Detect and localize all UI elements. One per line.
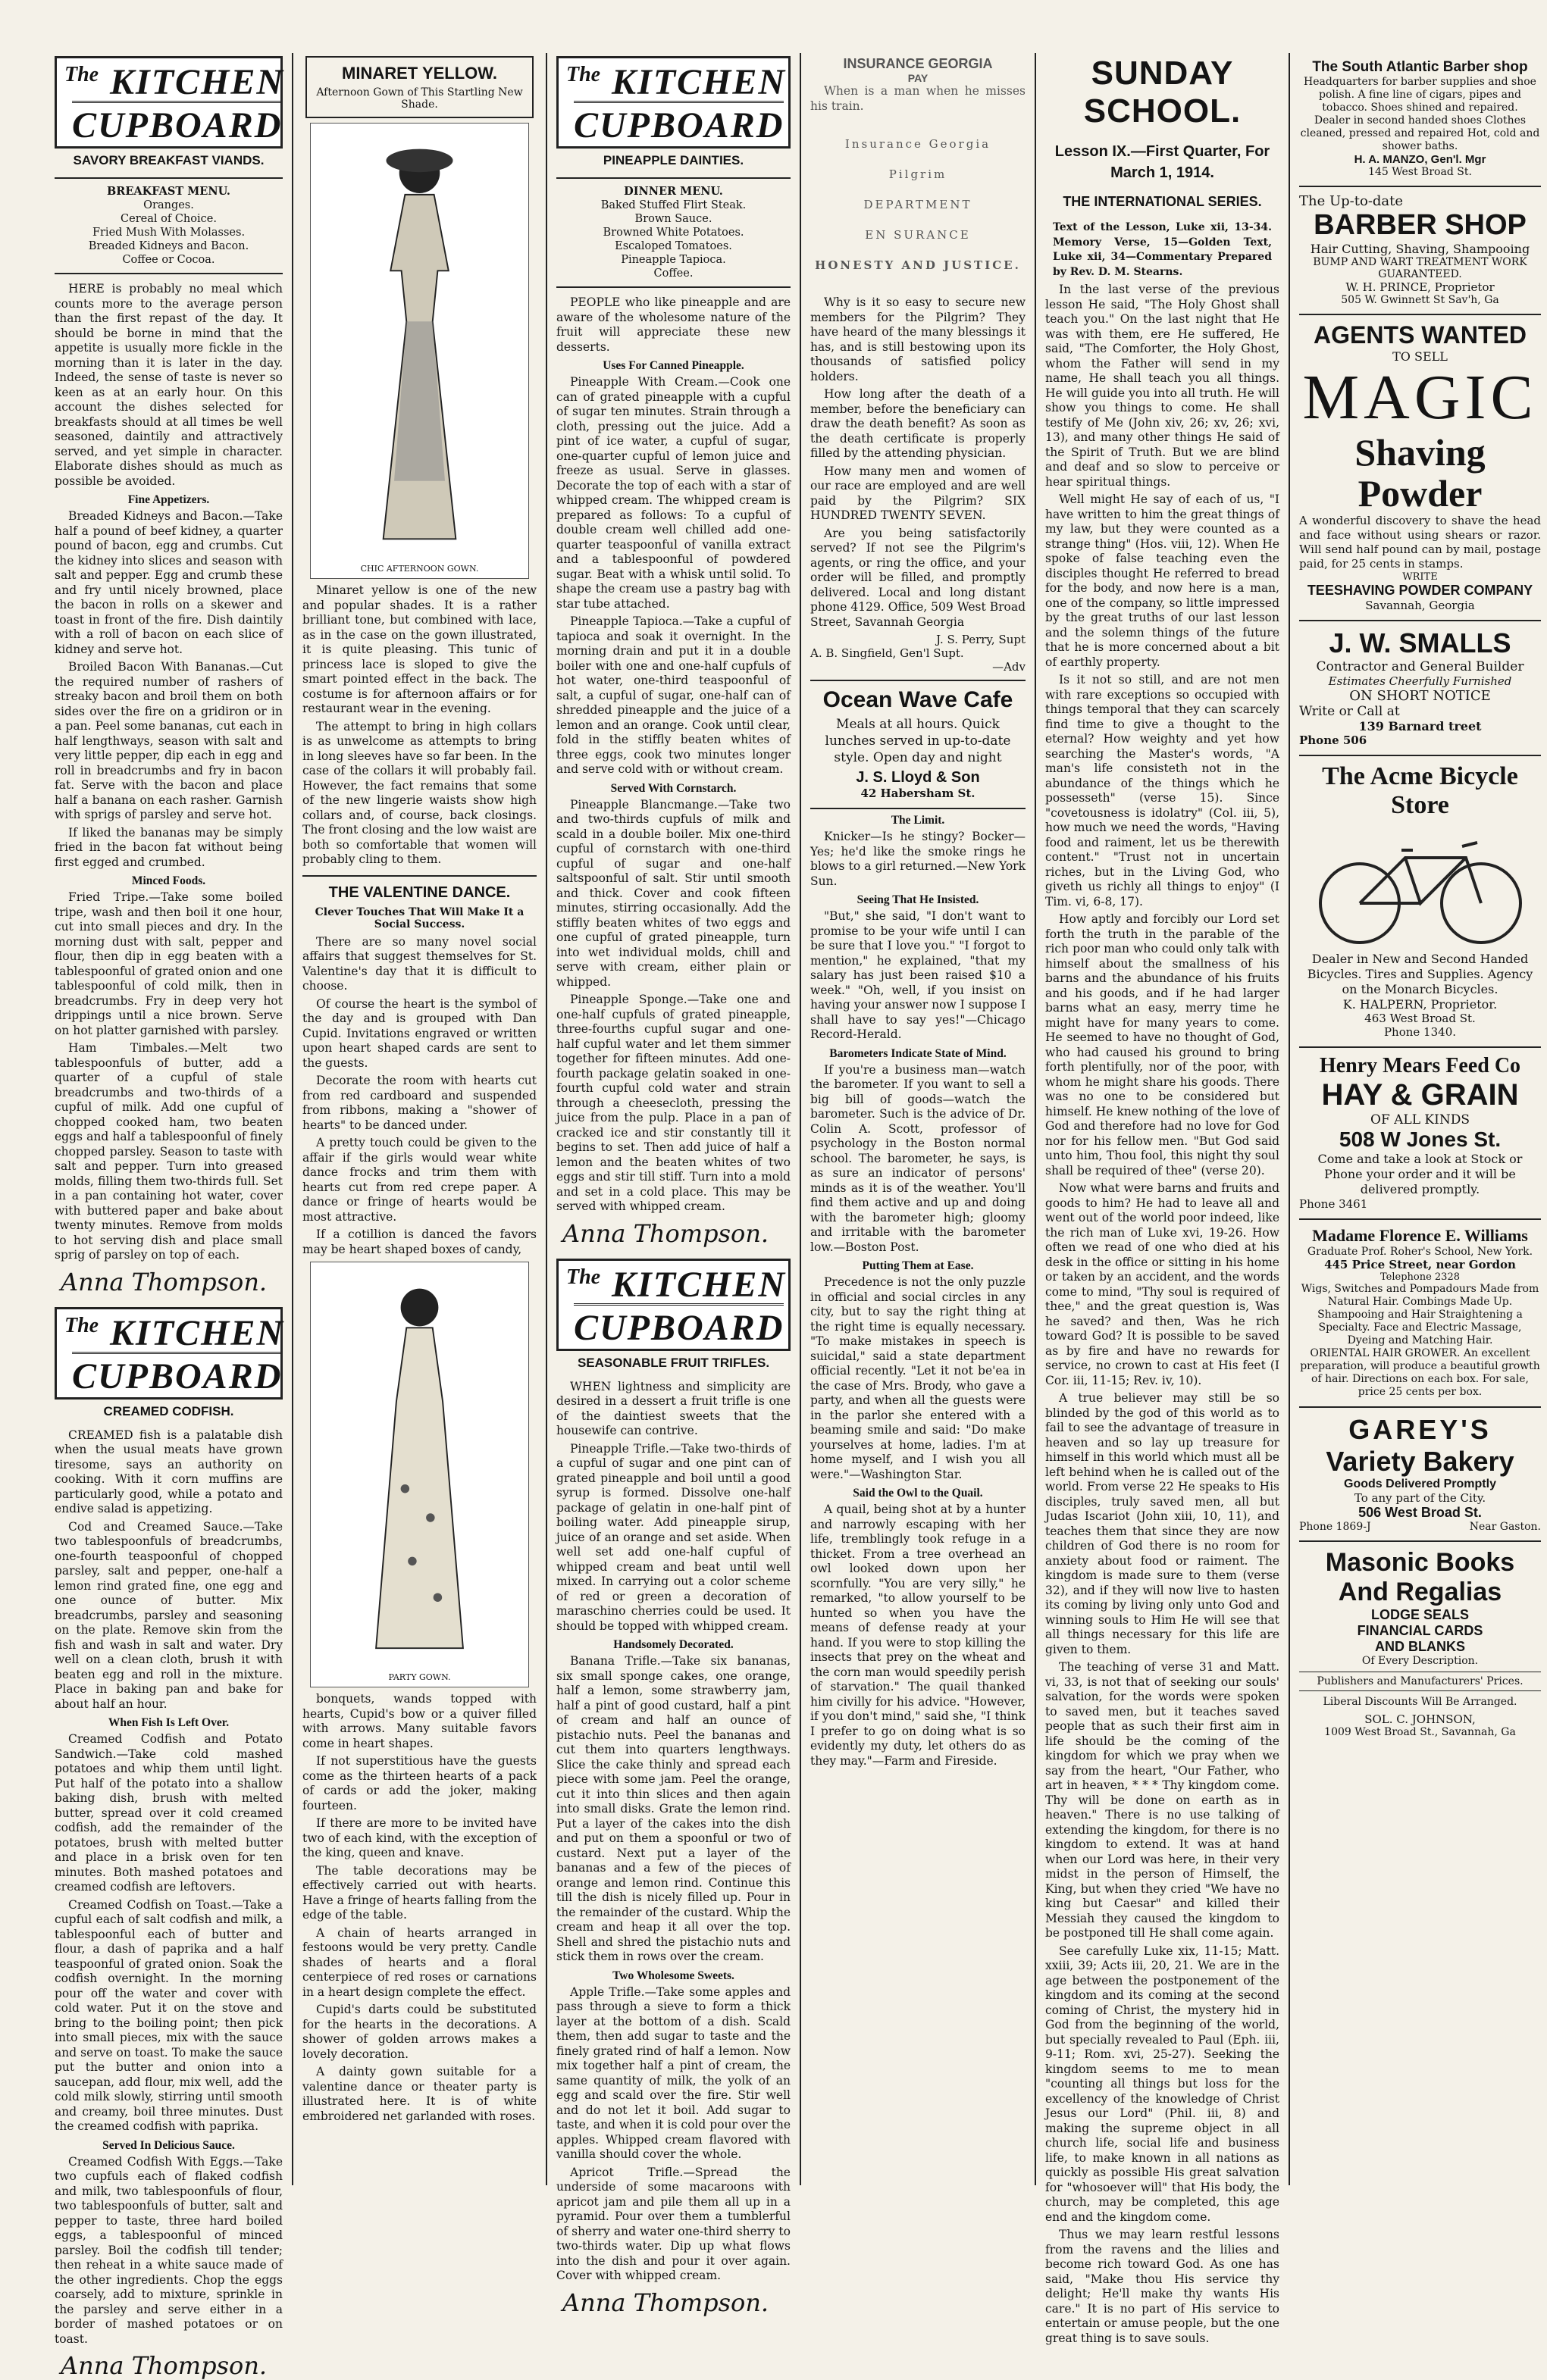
ad-owner: W. H. PRINCE, Proprietor (1345, 280, 1495, 294)
faded-line: EN SURANCE (865, 228, 971, 242)
cafe-ad (810, 680, 1026, 809)
ad-text: Goods Delivered Promptly (1344, 1478, 1496, 1490)
figure-caption: PARTY GOWN. (388, 1672, 451, 1682)
barber-shop-ad (1299, 53, 1541, 187)
paragraph: The teaching of verse 31 and Matt. vi, 33, is not that of seeking our souls' salvation, for the words were spoken to saved men, but it teaches saved people that as such their first aim in life should be the coming of the kingdom for which we pray when we say from the heart, "Our Father, who art in heaven, * * * Thy kingdom come. Thy will be done on earth as in heaven." There is no use talking of extending the kingdom, for there is no kingdom to extend. It was at hand when our Lord was here, in their very midst in the person of Himself, the King, but when they cried "We have no king but Caesar" and killed their Messiah they caused the kingdom to be postponed till He shall come again. (1045, 1660, 1279, 1940)
ad-text: Contractor and General Builder (1316, 659, 1524, 674)
ad-address: Savannah, Georgia (1365, 599, 1475, 612)
bicycle-icon (1307, 820, 1534, 949)
ad-text: Dealer in second handed shoes Clothes cleaned, pressed and repaired Hot, cold and shower baths. (1300, 114, 1540, 152)
ad-text: A wonderful discovery to shave the head and face without using shears or razor. Will send half pound can by mail, postage paid, for 25 cents in stamps. (1299, 514, 1541, 571)
paragraph: HERE is probably no meal which counts more to the average person than the first repast of the day. It should be borne in mind that the appetite is usually more fickle in the morning than it is later in the day. Indeed, the sense of taste is never so keen as at an early hour. On this account the dishes selected for breakfasts should at all times be well seasoned, daintily and attractively served, and yet simple in character. Elaborate dishes should as much as possible be avoided. (55, 282, 283, 488)
paragraph: In the last verse of the previous lesson He said, "The Holy Ghost shall teach you." On the last night that He was with them, ere He suffered, He said, "The Comforter, the Holy Ghost, whom the Father will send in my name, He shall teach you all things. He will guide you into all truth. He will show you things to come. He shall testify of Me (John xiv, 26; xv, 26; xvi, 13), and many other things He said of the Spirit of Truth. But we are blind and deaf and so slow to perceive or hear spiritual things. (1045, 283, 1279, 489)
menu-item: Oranges. (143, 199, 194, 211)
paragraph: Creamed Codfish and Potato Sandwich.—Take cold mashed potatoes and whip them until light. Put half of the potato into a shallow baking dish, brush with melted butter, spread over it cold creamed codfish, add the remainder of the potatoes, brush with melted butter and place in a brisk oven for ten minutes. Both mashed potatoes and creamed codfish are leftovers. (55, 1732, 283, 1894)
breakfast-menu (55, 177, 283, 274)
subheading: Uses For Canned Pineapple. (603, 359, 744, 372)
paragraph: Breaded Kidneys and Bacon.—Take half a pound of beef kidney, a quarter pound of bacon, egg and crumbs. Cut the kidney into slices and season with salt and pepper. Egg and crumb these and fry until nicely browned, place the bacon in rolls on a skewer and toast in front of the fire. Dish daintily with a roll of bacon on each slice of kidney and serve hot. (55, 509, 283, 656)
subheading: Fine Appetizers. (127, 493, 210, 506)
ad-address: 463 West Broad St. (1364, 1012, 1476, 1025)
paragraph: Fried Tripe.—Take some boiled tripe, wash and then boil it one hour, cut into small pieces and dry. In the morning dust with salt, pepper and flour, then dip in egg beaten with a tablespoonful of grated onion and one tablespoonful of cold milk, then in breadcrumbs. Fry in deep very hot drippings until a nice brown. Serve on hot platter garnished with parsley. (55, 890, 283, 1037)
ad-phone: Phone 3461 (1299, 1197, 1368, 1211)
figure-caption: CHIC AFTERNOON GOWN. (360, 564, 479, 574)
faded-subheadline: PAY (907, 72, 929, 84)
paragraph: How long after the death of a member, before the beneficiary can draw the death benefit? As soon as the death certificate is properly filled by the attending physician. (810, 387, 1026, 460)
masthead-cupboard: CUPBOARD (574, 1303, 784, 1349)
paragraph: There are so many novel social affairs that suggest themselves for St. Valentine's day that it is difficult to choose. (302, 934, 537, 993)
ad-text: Hair Cutting, Shaving, Shampooing (1310, 242, 1530, 256)
masthead-cupboard: CUPBOARD (72, 1352, 282, 1397)
ad-footer (1299, 1521, 1541, 1533)
paragraph: WHEN lightness and simplicity are desired in a dessert a fruit trifle is one of the daintiest sweets that the housewife can contrive. (556, 1379, 791, 1437)
article-title: THE VALENTINE DANCE. (328, 884, 511, 901)
paragraph: PEOPLE who like pineapple and are aware of the wholesome nature of the fruit will appreciate these new desserts. (556, 296, 791, 354)
ad-text: Near Gaston. (1469, 1521, 1541, 1533)
faded-block (810, 129, 1026, 280)
column-6-ads (1290, 53, 1547, 2185)
paragraph: If you're a business man—watch the barometer. If you want to sell a big bill of goods—watch the barometer. Such is the advice of Dr. Colin A. Scott, professor of psychology in the Boston normal school. The barometer, he says, is as sure an indicator of persons' minds as it is of the weather. You'll find them active and up and doing with the barometer high; gloomy and irritable with the barometer low.—Boston Post. (810, 1062, 1026, 1254)
kitchen-cupboard-masthead (556, 56, 791, 149)
ad-text: Estimates Cheerfully Furnished (1328, 674, 1512, 688)
ad-phone: Phone 1340. (1383, 1025, 1457, 1039)
ad-text: Come and take a look at Stock or Phone your order and it will be delivered promptly. (1317, 1152, 1523, 1196)
paragraph: Pineapple Blancmange.—Take two and two-thirds cupfuls of milk and scald in a double boiler. Mix one-third cupful of cornstarch with one-third cupful of sugar and one-half saltspoonful of salt. Stir until smooth and thick. Cover and cook fifteen minutes, stirring occasionally. Add the stiffly beaten whites of two eggs and one cupful of grated pineapple, turn into wet individual molds, chill and serve with cream, either plain or whipped. (556, 797, 791, 989)
article-title: CREAMED CODFISH. (103, 1403, 234, 1418)
faded-line: HONESTY AND JUSTICE. (815, 258, 1021, 272)
faded-line: Insurance Georgia (844, 137, 991, 151)
ad-owner: SOL. C. JOHNSON, (1364, 1712, 1476, 1726)
paragraph: Creamed Codfish With Eggs.—Take two cupfuls each of flaked codfish and milk, two tablespoonfuls of flour, two tablespoonfuls of butter, salt and pepper to taste, three hard boiled eggs, a tablespoonful of minced parsley. Boil the codfish till tender; then reheat in a white sauce made of the other ingredients. Chop the eggs coarsely, add to mixture, sprinkle in the parsley and serve either in a border of mashed potatoes or on toast. (55, 2154, 283, 2346)
ad-text: WRITE (1402, 571, 1438, 583)
ad-text: Publishers and Manufacturers' Prices. (1299, 1672, 1541, 1691)
ad-address: 445 Price Street, near Gordon (1324, 1258, 1516, 1271)
paragraph: If liked the bananas may be simply fried in the bacon fat without being first egged and crumbed. (55, 825, 283, 869)
lesson-info: Text of the Lesson, Luke xii, 13-34. Memory Verse, 15—Golden Text, Luke xii, 34—Commentary Prepared by Rev. D. M. Stearns. (1053, 221, 1272, 278)
ad-address: 145 West Broad St. (1368, 166, 1472, 178)
paragraph: CREAMED fish is a palatable dish when the usual meats have grown tiresome, says an authority on cooking. With it corn muffins are particularly good, while a potato and endive salad is appetizing. (55, 1428, 283, 1515)
ad-text: Dealer in New and Second Handed Bicycles. Tires and Supplies. Agency on the Monarch Bicycles. (1307, 952, 1533, 996)
cafe-text: Meals at all hours. Quick lunches served in up-to-date style. Open day and night (825, 717, 1011, 765)
signatory: A. B. Singfield, Gen'l Supt. (810, 646, 964, 660)
ad-text: OF ALL KINDS (1370, 1112, 1470, 1127)
masthead-the: The (64, 1313, 99, 1337)
subheading: Served With Cornstarch. (610, 781, 737, 795)
ad-address: 505 W. Gwinnett St Sav'h, Ga (1341, 294, 1499, 306)
ad-title: The Acme Bicycle Store (1322, 762, 1518, 819)
ad-company: TEESHAVING POWDER COMPANY (1307, 583, 1533, 598)
paragraph: See carefully Luke xix, 11-15; Matt. xxiii, 39; Acts iii, 20, 21. We are in the age between the postponement of the kingdom and its coming at the second coming of Christ, the mystery hid in God from the beginning of the world, but specially revealed to Paul (Eph. iii, 9-11; Rom. xvi, 25-27). Seeking the kingdom seems to me to mean "counting all things but loss for the excellency of the knowledge of Christ Jesus our Lord" (Phil. iii, 8) and making the supreme object in all church life, social life and business life, to make known in all nations as quickly as possible His great salvation for "whosoever will" that His body, the church, may be completed, this age end and the kingdom come. (1045, 1944, 1279, 2224)
ad-title: Variety Bakery (1326, 1446, 1514, 1477)
faded-line: Pilgrim (888, 167, 947, 181)
menu-item: Browned White Potatoes. (603, 227, 744, 239)
paragraph: Pineapple Trifle.—Take two-thirds of a cupful of sugar and one pint can of grated pineapple and boil until a good syrup is formed. Dissolve one-half package of gelatin in one-half pint of boiling water. Add pineapple sirup, juice of an orange and set aside. When well set add one-half cupful of whipped cream and beat until well mixed. In carrying out a color scheme of red or green a decoration of maraschino cherries could be used. It should be topped with whipped cream. (556, 1441, 791, 1633)
paragraph: Banana Trifle.—Take six bananas, six small sponge cakes, one orange, half a lemon, some strawberry jam, half a pint of good custard, half a pint of cream and half an ounce of pistachio nuts. Peel the bananas and cut them into quarters lengthways. Slice the cake thinly and spread each piece with some jam. Peel the orange, cut it into thin slices and then again into small disks. Grate the lemon rind. Put a layer of the cakes into the dish and put on them a spoonful or two of custard. Next put a layer of the bananas and a few of the pieces of orange and lemon rind. Continue this till the dish is nicely filled up. Pour in the remainder of the custard. Whip the cream and heap it all over the top. Shell and shred the pistachio nuts and stick them in rows over the cream. (556, 1654, 791, 1963)
ad-text: FINANCIAL CARDS (1357, 1623, 1483, 1638)
article-title: SEASONABLE FRUIT TRIFLES. (577, 1355, 770, 1370)
masthead-kitchen: KITCHEN (110, 1312, 285, 1353)
paragraph: A pretty touch could be given to the affair if the girls would wear white dance frocks and trim them with hearts cut from red crepe paper. A dance or fringe of hearts would be most attractive. (302, 1136, 537, 1224)
subheading: The Limit. (891, 814, 945, 827)
paragraph: Well might He say of each of us, "I have written to him the great things of my law, but they were counted as a strange thing" (Hos. viii, 12). When He spoke of false teaching even the disciples thought He referred to bread for the body, and now here is a man, one of the company, so little impressed by the great truths of our last lesson and the solemn things of the future that he is more concerned about a bit of earthly property. (1045, 493, 1279, 669)
smalls-builder-ad (1299, 621, 1541, 756)
cafe-owner: J. S. Lloyd & Son (856, 769, 980, 786)
faded-headline: INSURANCE GEORGIA (843, 56, 993, 71)
paragraph: Why is it so easy to secure new members for the Pilgrim? They have heard of the many blessings it has, and is still bestowing upon its thousands of satisfied policy holders. (810, 296, 1026, 383)
paragraph: If a cotillion is danced the favors may be heart shaped boxes of candy, (302, 1228, 537, 1256)
subheading: Seeing That He Insisted. (856, 893, 979, 906)
ad-phone: Phone 506 (1299, 733, 1367, 747)
kitchen-cupboard-masthead (55, 1307, 283, 1400)
garey-bakery-ad (1299, 1408, 1541, 1542)
article-header-box (305, 56, 534, 118)
ad-title: J. W. SMALLS (1329, 627, 1511, 658)
acme-bicycle-ad (1299, 756, 1541, 1048)
kitchen-cupboard-masthead (556, 1259, 791, 1351)
article-deck: Afternoon Gown of This Startling New Shade. (316, 86, 523, 111)
signatory: J. S. Perry, Supt (936, 633, 1026, 646)
ad-title: GAREY'S (1348, 1414, 1492, 1445)
ad-address: 139 Barnard treet (1358, 719, 1482, 733)
paragraph: If there are more to be invited have two of each kind, with the exception of the king, queen and knave. (302, 1816, 537, 1859)
ad-title: And Regalias (1338, 1578, 1502, 1606)
menu-heading: BREAKFAST MENU. (107, 185, 230, 198)
gown-figure-icon (311, 124, 528, 563)
masthead-kitchen: KITCHEN (612, 62, 787, 102)
masthead-cupboard: CUPBOARD (72, 101, 282, 146)
menu-heading: DINNER MENU. (624, 185, 723, 198)
masthead-the: The (566, 63, 601, 86)
ad-text: Headquarters for barber supplies and shoe polish. A fine line of cigars, pipes and tobacco. Shoes shined and repaired. (1304, 76, 1536, 114)
ad-title: Madame Florence E. Williams (1312, 1226, 1528, 1245)
ad-text: Write or Call at (1299, 704, 1400, 719)
column-5 (1036, 53, 1289, 2345)
dinner-menu (556, 177, 791, 288)
paragraph: A quail, being shot at by a hunter and narrowly escaping with her life, tremblingly took refuge in a thicket. From a tree overhead an owl looked down upon her scornfully. "You are very silly," he remarked, "to allow yourself to be hunted so when you have the means of defense ready at your hand. If you were to stop killing the insects that prey on the wheat and the corn man would speedily perish of starvation." The quail thanked him civilly for his advice. "However, if you don't mind," said she, "I think I prefer to go on doing what is so evidently my duty, let others do as they may."—Farm and Fireside. (810, 1503, 1026, 1768)
menu-item: Fried Mush With Molasses. (92, 227, 246, 239)
ad-owner: K. HALPERN, Proprietor. (1342, 997, 1498, 1012)
article-title: SAVORY BREAKFAST VIANDS. (73, 153, 265, 167)
subheading: Handsomely Decorated. (613, 1638, 734, 1651)
subheading: Served In Delicious Sauce. (102, 2138, 235, 2152)
paragraph: Decorate the room with hearts cut from red cardboard and suspended from ribbons, making a "shower of hearts" to be danced under. (302, 1074, 537, 1132)
paragraph: bonquets, wands topped with hearts, Cupid's bow or a quiver filled with arrows. Many suitable favors come in heart shapes. (302, 1692, 537, 1750)
paragraph: Cupid's darts could be substituted for the hearts in the decorations. A shower of golden arrows makes a lovely decoration. (302, 2003, 537, 2061)
signature: Anna Thompson. (61, 2351, 268, 2380)
menu-item: Cereal of Choice. (121, 213, 217, 225)
ad-title: Henry Mears Feed Co (1319, 1054, 1521, 1077)
paragraph: Knicker—Is he stingy? Bocker—Yes; he'd like the smoke rings he blows to a girl returned.—New York Sun. (810, 830, 1026, 888)
paragraph: Thus we may learn restful lessons from the ravens and the lilies and become rich toward God. As one has said, "Make thou His service thy delight; He'll make thy wants His care." It is no part of His service to entertain or amuse people, but the one great thing is to save souls. (1045, 2228, 1279, 2345)
madame-williams-ad (1299, 1220, 1541, 1408)
feed-co-ad (1299, 1048, 1541, 1220)
faded-paragraph: When is a man when he misses his train. (810, 84, 1026, 113)
ad-phone: Phone 1869-J (1299, 1521, 1371, 1533)
cafe-name: Ocean Wave Cafe (822, 687, 1013, 712)
ad-title: AGENTS WANTED (1314, 321, 1527, 349)
paragraph: Pineapple Sponge.—Take one and one-half cupfuls of grated pineapple, three-fourths cupful sugar and one-half cupful water and let them simmer together for fifteen minutes. Add one-fourth package gelatin soaked in one-fourth cupful cold water and strain through a cheesecloth, pressing the juice from the pulp. Place in a pan of cracked ice and stir constantly till it begins to set. Then add juice of half a lemon and the beaten whites of two eggs and stir till stiff. Turn into a mold and set in a cold place. This may be served with whipped cream. (556, 993, 791, 1213)
paragraph: How many men and women of our race are employed and are well paid by the Pilgrim? SIX HUNDRED TWENTY SEVEN. (810, 464, 1026, 522)
party-gown-illustration (310, 1262, 529, 1687)
paragraph: Pineapple With Cream.—Cook one can of grated pineapple with a cupful of sugar ten minutes. Strain through a cloth, pressing out the juice. Add a pint of ice water, a cupful of sugar, one-quarter cupful of lemon juice and freeze as usual. Serve in glasses. Decorate the top of each with a star of whipped cream. The whipped cream is prepared as follows: To a cupful of double cream well chilled add one-quarter teaspoonful of vanilla extract and a tablespoonful of powdered sugar. Beat with a whisk until solid. To shape the cream use a pastry bag with star tube attached. (556, 375, 791, 611)
menu-item: Baked Stuffed Flirt Steak. (600, 199, 747, 211)
article-title: PINEAPPLE DAINTIES. (603, 153, 744, 167)
faded-line: DEPARTMENT (863, 198, 972, 211)
article-title: MINARET YELLOW. (342, 64, 497, 83)
subheading: Two Wholesome Sweets. (612, 1969, 734, 1982)
ad-text: Graduate Prof. Roher's School, New York. (1307, 1246, 1533, 1258)
article-deck: Clever Touches That Will Make It a Social Success. (315, 905, 525, 930)
paragraph: Broiled Bacon With Bananas.—Cut the required number of rashers of streaky bacon and broil them on both sides over the fire on a gridiron or in a pan. Peel some bananas, cut each in half lengthways, season with salt and very little pepper, dip each in egg and roll in breadcrumbs and fry in bacon fat. Serve with the bacon and place half a banana on each rasher. Garnish with sprigs of parsley and serve hot. (55, 660, 283, 821)
cafe-address: 42 Habersham St. (860, 787, 975, 800)
paragraph: If not superstitious have the guests come as the thirteen hearts of a pack of cards or add the joker, making fourteen. (302, 1754, 537, 1812)
menu-item: Coffee. (653, 267, 694, 280)
adv-mark: —Adv (992, 660, 1026, 674)
lesson-line: Lesson IX.—First Quarter, For March 1, 1914. (1054, 143, 1270, 181)
masonic-books-ad (1299, 1542, 1541, 1746)
paragraph: How aptly and forcibly our Lord set forth the truth in the parable of the rich poor man who could only talk with himself about the smallness of his barns and the abundance of his fruits and his goods, and if he had larger barns what an easy, merry time he might have for many years to come. He seemed to have no thought of God, who had caused his ground to bring forth plentifully, nor of the poor, with whom he might share his goods. There was no one to be considered but himself. He knew nothing of the love of God and therefore had no love for God nor for his fellow men. "But God said unto him, Thou fool, this night thy soul shall be required of thee" (verse 20). (1045, 912, 1279, 1177)
party-gown-figure-icon (311, 1262, 528, 1672)
paragraph: A chain of hearts arranged in festoons would be very pretty. Candle shades of hearts and a floral centerpiece of red roses or carnations in a heart design complete the effect. (302, 1925, 537, 1999)
ad-title: Masonic Books (1325, 1548, 1515, 1577)
paragraph: Creamed Codfish on Toast.—Take a cupful each of salt codfish and milk, a tablespoonful each of butter and flour, a dash of paprika and a half teaspoonful of grated onion. Soak the codfish overnight. In the morning pour off the water and cover with cold water. Put it on the stove and bring to the boiling point; then pick into small pieces, mix with the sauce and serve on toast. To make the sauce put the butter and onion into a saucepan, add flour, mix well, add the cold milk slowly, stirring until smooth and creamy, boil three minutes. Dust the creamed codfish with paprika. (55, 1897, 283, 2133)
ad-magic: MAGIC (1302, 362, 1538, 433)
magic-shaving-powder-ad (1299, 315, 1541, 621)
paragraph: Apricot Trifle.—Spread the underside of some macaroons with apricot jam and pile them all up in a pyramid. Pour over them a tumblerful of sherry and water one-third sherry to two-thirds water. Dip up what flows into the dish and pour it over again. Cover with whipped cream. (556, 2165, 791, 2282)
up-to-date-barber-ad (1299, 187, 1541, 315)
paragraph: Apple Trifle.—Take some apples and pass through a sieve to form a thick layer at the bottom of a dish. Scald them, then add sugar to taste and the finely grated rind of half a lemon. Now mix together half a pint of cream, the same quantity of milk, the yolk of an egg and scald over the fire. Stir well and do not let it boil. Add sugar to taste, and when it is cold pour over the apples. Whipped cream flavored with vanilla should cover the whole. (556, 1984, 791, 2161)
paragraph: Are you being satisfactorily served? If not see the Pilgrim's agents, or ring the office, and your order will be filled, and promptly delivered. Local and long distant phone 4129. Office, 509 West Broad Street, Savannah Georgia (810, 526, 1026, 629)
column-4 (801, 53, 1035, 2185)
page-title: SUNDAY SCHOOL. (1083, 55, 1242, 130)
signature: Anna Thompson. (562, 2288, 769, 2317)
menu-item: Breaded Kidneys and Bacon. (88, 240, 249, 252)
masthead-kitchen: KITCHEN (612, 1264, 787, 1305)
paragraph: Pineapple Tapioca.—Take a cupful of tapioca and soak it overnight. In the morning drain and put it in a double boiler with one and one-half cupfuls of hot water, one-third teaspoonful of salt, a cupful of sugar, one-half can of shredded pineapple and the juice of a lemon and an orange. Cook until clear, fold in the stiffly beaten whites of three eggs, cook two minutes longer and serve cold with or without cream. (556, 615, 791, 776)
ad-text: ORIENTAL HAIR GROWER. An excellent preparation, will produce a beautiful growth of hair. Directions on each box. For sale, price 25 cents per box. (1300, 1347, 1540, 1398)
paragraph: Ham Timbales.—Melt two tablespoonfuls of butter, add a quarter of a cupful of stale breadcrumbs and two-thirds of a cupful of milk. Add one cupful of chopped cooked ham, two beaten eggs and half a tablespoonful of finely chopped parsley. Season to taste with salt and pepper. Turn into greased molds, filling them two-thirds full. Set in a pan containing hot water, cover with buttered paper and bake about twenty minutes. Remove from molds to hot serving dish and place small sprig of parsley on top of each. (55, 1041, 283, 1262)
paragraph: Of course the heart is the symbol of the day and is grouped with Dan Cupid. Invitations engraved or written upon heart shaped cards are sent to the guests. (302, 996, 537, 1070)
gown-illustration (310, 123, 529, 579)
menu-item: Brown Sauce. (634, 213, 712, 225)
ad-kicker: The Up-to-date (1299, 193, 1404, 209)
paragraph: "But," she said, "I don't want to promise to be your wife until I can be sure that I love you." "I forgot to mention," he explained, "that my salary has just been raised $10 a week." "Oh, well, if you insist on having your answer now I suppose I shall have to say yes!"—Chicago Record-Herald. (810, 909, 1026, 1041)
divider (302, 875, 537, 877)
ad-address: 508 W Jones St. (1339, 1127, 1502, 1151)
ad-text: Wigs, Switches and Pompadours Made from Natural Hair. Combings Made Up. Shampooing and Hair Straightening a Specialty. Face and Electric Massage, Dyeing and Matching Hair. (1301, 1283, 1539, 1346)
kitchen-cupboard-masthead (55, 56, 283, 149)
subheading: Minced Foods. (131, 874, 206, 887)
ad-title: BARBER SHOP (1314, 209, 1527, 241)
masthead-the: The (566, 1265, 601, 1289)
paragraph: Is it not so still, and are not men with rare exceptions so occupied with things temporal that they can scarcely find time to give a thought to the eternal? How weighty and yet how searching the Master's words, "A man's life consisteth not in the abundance of the things which he possesseth" (verse 15). Since "covetousness is idolatry" (Col. iii, 5), how much we need the words, "Having food and raiment, let us be therewith content." "Trust not in uncertain riches, but in the Living God, who giveth us richly all things to enjoy" (I Tim. vi, 6-8, 17). (1045, 673, 1279, 909)
series-line: THE INTERNATIONAL SERIES. (1063, 194, 1262, 209)
ad-shaving: Shaving Powder (1354, 431, 1486, 514)
ad-title: The South Atlantic Barber shop (1312, 59, 1528, 75)
menu-item: Pineapple Tapioca. (621, 254, 726, 266)
column-2 (293, 53, 546, 2185)
ad-text: ON SHORT NOTICE (1349, 688, 1491, 704)
ad-text: LODGE SEALS (1370, 1607, 1469, 1622)
paragraph: A true believer may still be so blinded by the god of this world as to fail to see the advantage of treasure in heaven and so lay up treasure for himself in this world which must all be left behind when he is called out of the world. From verse 22 He speaks to His disciples, truly saved men, all but Judas Iscariot (John xiii, 10, 11), and teaches them that since they are now children of God there is no room for anxiety about food or raiment. The kingdom is made sure to them (verse 32), and if they will now live to hasten its coming by living only unto God and winning souls to Him He will see that all things necessary for this life are given to them. (1045, 1391, 1279, 1656)
paragraph: The table decorations may be effectively carried out with hearts. Have a fringe of hearts falling from the edge of the table. (302, 1863, 537, 1922)
ad-text: To any part of the City. (1354, 1491, 1486, 1505)
column-1 (45, 53, 292, 2380)
ad-text: Liberal Discounts Will Be Arranged. (1323, 1696, 1517, 1708)
ad-big: HAY & GRAIN (1321, 1078, 1519, 1112)
masthead-the: The (64, 63, 99, 86)
ad-text: AND BLANKS (1375, 1639, 1465, 1654)
paragraph: Now what were barns and fruits and goods to him? He had to leave all and went out of the world poor indeed, like the rich man of Luke xvi, 19-26. How often we read of one who died at his desk in the office or sitting in his home or taken by an accident, and the words come to mind, "Thy soul is required of thee," and the great question is, Was he saved? and then, Was he rich toward God? It is possible to be saved as by fire and have no rewards for service, no crown to cast at His feet (I Cor. iii, 11-15; Rev. iv, 10). (1045, 1181, 1279, 1387)
paragraph: Cod and Creamed Sauce.—Take two tablespoonfuls of breadcrumbs, one-fourth teaspoonful of chopped parsley, salt and pepper, one-half a lemon rind grated fine, one egg and one ounce of butter. Mix breadcrumbs, parsley and seasoning on the plate. Remove skin from the fish and wash in salt and water. Dry well on a clean cloth, brush it with beaten egg and roll in the mixture. Place in baking pan and bake for about half an hour. (55, 1519, 283, 1711)
masthead-cupboard: CUPBOARD (574, 101, 784, 146)
subheading: When Fish Is Left Over. (108, 1716, 230, 1729)
ad-text: TO SELL (1392, 349, 1448, 364)
subheading: Said the Owl to the Quail. (853, 1487, 983, 1500)
signature: Anna Thompson. (562, 1218, 769, 1248)
ad-text: BUMP AND WART TREATMENT WORK GUARANTEED. (1313, 256, 1527, 280)
ad-owner: H. A. MANZO, Gen'l. Mgr (1354, 153, 1486, 166)
subheading: Barometers Indicate State of Mind. (829, 1046, 1007, 1060)
paragraph: Precedence is not the only puzzle in official and social circles in any city, but to say the right thing at the right time is equally necessary. "To make mistakes in speech is suicidal," said a state department official recently. "Let it not be'ea in the case of Mrs. Brody, who gave a party, and when all the guests were in the parlor she entered with a beaming smile and said: "Do make yourselves at home, ladies. I'm at home myself, and I wish you all were."—Washington Star. (810, 1275, 1026, 1481)
masthead-kitchen: KITCHEN (110, 62, 285, 102)
subheading: Putting Them at Ease. (862, 1259, 974, 1272)
signature: Anna Thompson. (61, 1267, 268, 1296)
menu-item: Escaloped Tomatoes. (615, 240, 732, 252)
paragraph: The attempt to bring in high collars is as unwelcome as attempts to bring in long sleeves have so far been. In the case of the collars it will probably fail. However, the fact remains that some of the new lingerie waists show high collars and, of course, back closings. The front closing and the low waist are both so comfortable that women will probably cling to them. (302, 719, 537, 866)
ad-address: 1009 West Broad St., Savannah, Ga (1324, 1726, 1516, 1738)
menu-item: Coffee or Cocoa. (122, 254, 215, 266)
paragraph: A dainty gown suitable for a valentine dance or theater party is illustrated here. It is of white embroidered net garlanded with roses. (302, 2065, 537, 2123)
column-3 (547, 53, 800, 2317)
ad-phone: Telephone 2328 (1379, 1271, 1460, 1283)
paragraph: Minaret yellow is one of the new and popular shades. It is a rather brilliant tone, but combined with lace, as in the case on the gown illustrated, it is quite pleasing. This tunic of princess lace is sloped to give the smart pointed effect in the back. The costume is for afternoon affairs or for restaurant wear in the evening. (302, 583, 537, 715)
ad-address: 506 West Broad St. (1358, 1505, 1482, 1520)
ad-text: Of Every Description. (1361, 1655, 1479, 1667)
